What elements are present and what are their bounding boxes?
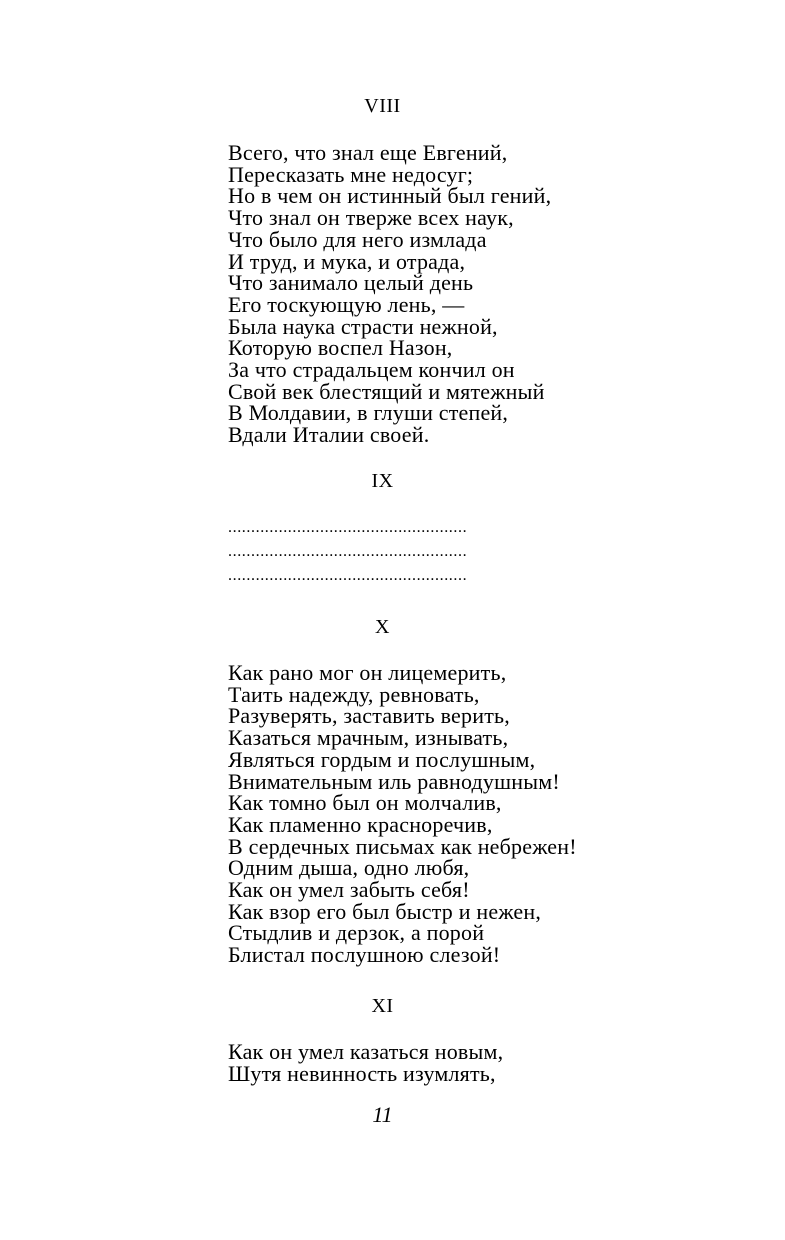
verse-line: Как взор его был быстр и нежен,: [228, 898, 542, 924]
stanza-numeral-viii: VIII: [364, 95, 401, 117]
verse-line: Которую воспел Назон,: [228, 335, 453, 361]
page-number: 11: [372, 1102, 393, 1127]
stanza-numeral-ix: IX: [371, 470, 394, 492]
verse-line: Что занимало целый день: [228, 270, 474, 296]
dotted-line: ....................................................: [228, 567, 468, 584]
verse-line: Шутя невинность изумлять,: [228, 1060, 496, 1086]
verse-line: Что знал он тверже всех наук,: [228, 205, 514, 231]
verse-line: Его тоскующую лень, —: [228, 291, 465, 317]
verse-line: Внимательным иль равнодушным!: [228, 768, 560, 794]
verse-line: Пересказать мне недосуг;: [228, 161, 474, 187]
dotted-line: ....................................................: [228, 543, 468, 560]
verse-line: Таить надежду, ревновать,: [228, 681, 480, 707]
verse-line: Всего, что знал еще Евгений,: [228, 140, 508, 165]
verse-line: Одним дыша, одно любя,: [228, 855, 470, 881]
verse-line: Казаться мрачным, изнывать,: [228, 725, 509, 751]
verse-line: Как пламенно красноречив,: [228, 811, 493, 837]
stanza-viii: [228, 142, 551, 446]
verse-line: Как рано мог он лицемерить,: [228, 660, 507, 685]
verse-line: Что было для него измлада: [228, 226, 487, 252]
verse-line: Была наука страсти нежной,: [228, 313, 498, 339]
stanza-ix-omission: [228, 516, 467, 588]
stanza-x: [228, 662, 577, 966]
verse-line: И труд, и мука, и отрада,: [228, 248, 466, 274]
stanza-numeral-x: X: [375, 616, 390, 638]
verse-line: Как он умел казаться новым,: [228, 1039, 504, 1064]
verse-line: Блистал послушною слезой!: [228, 942, 501, 968]
verse-line: Вдали Италии своей.: [228, 422, 430, 448]
verse-line: Являться гордым и послушным,: [228, 746, 536, 772]
verse-line: Свой век блестящий и мятежный: [228, 378, 545, 404]
verse-line: За что страдальцем кончил он: [228, 357, 515, 383]
verse-line: Как он умел забыть себя!: [228, 877, 470, 903]
verse-line: Стыдлив и дерзок, а порой: [228, 920, 485, 946]
verse-line: Разуверять, заставить верить,: [228, 703, 510, 729]
stanza-numeral-xi: XI: [371, 995, 394, 1017]
dotted-line: ....................................................: [228, 519, 468, 536]
verse-line: В Молдавии, в глуши степей,: [228, 400, 509, 426]
stanza-xi: [228, 1041, 503, 1084]
verse-line: Как томно был он молчалив,: [228, 790, 502, 816]
verse-line: В сердечных письмах как небрежен!: [228, 833, 577, 859]
verse-line: Но в чем он истинный был гений,: [228, 183, 552, 209]
